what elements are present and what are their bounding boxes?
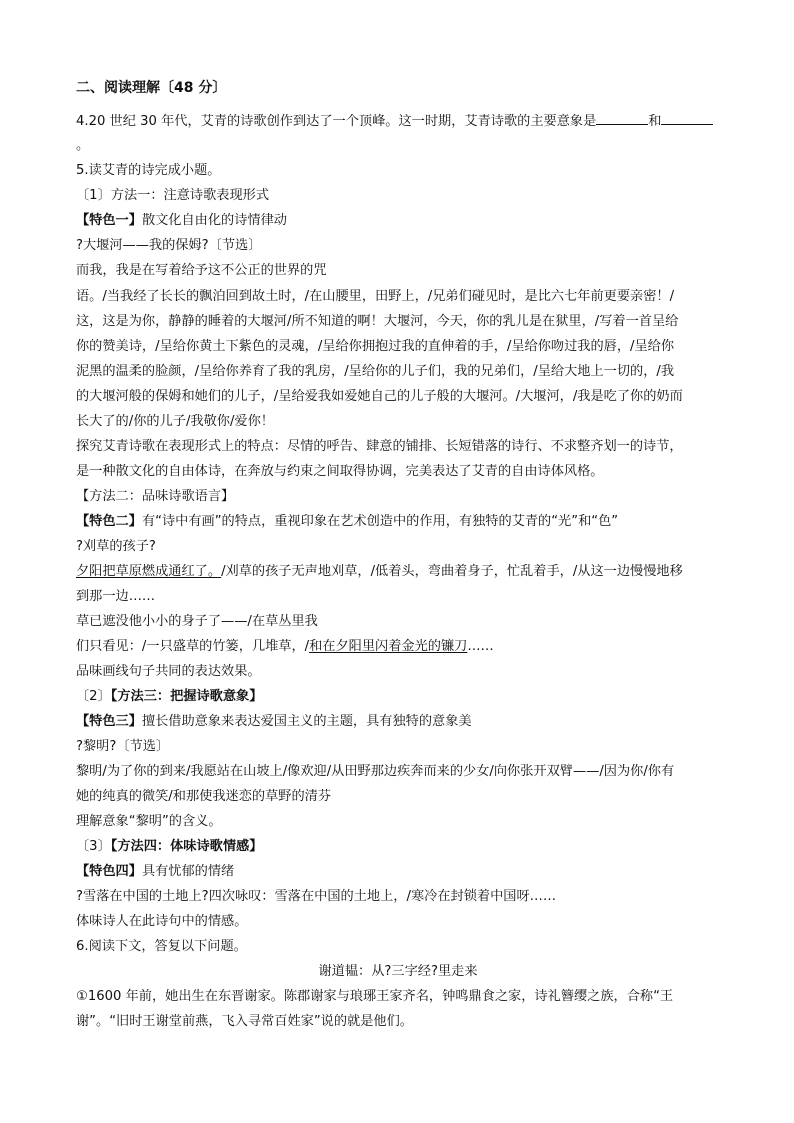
method-4-number: 〔3〕 <box>76 839 111 854</box>
article-paragraph-line: 谢”。“旧时王谢堂前燕，飞入寻常百姓家”说的就是他们。 <box>76 1014 413 1029</box>
article-title: 谢道韫：从?三字经?里走来 <box>318 964 478 979</box>
poem-3-title: ?黎明?〔节选〕 <box>76 739 170 754</box>
feature-3-label: 【特色三】 <box>76 714 142 729</box>
poem-2-line-end: …… <box>467 639 494 654</box>
poem-2-line: 草已遮没他小小的身子了——/在草丛里我 <box>76 614 318 629</box>
poem-4-line: ?雪落在中国的土地上?四次咏叹：雪落在中国的土地上，/寒冷在封锁着中国呀…… <box>76 889 557 904</box>
feature-1 <box>76 210 287 232</box>
poem-1-line: 泥黑的温柔的脸颜，/呈给你养育了我的乳房，/呈给你的儿子们，我的兄弟们，/呈给大地上一切的，/我 <box>76 364 675 379</box>
underlined-sentence-2: 和在夕阳里闪着金光的镰刀 <box>309 639 468 654</box>
feature-3 <box>76 711 472 733</box>
feature-4-label: 【特色四】 <box>76 864 142 879</box>
poem-2-line-rest: /刈草的孩子无声地刈草，/低着头，弯曲着身子，忙乱着手，/从这一边慢慢地移 <box>221 564 683 579</box>
task-2: 品味画线句子共同的表达效果。 <box>76 664 261 679</box>
answer-blank-1[interactable] <box>596 110 648 125</box>
question-4-and: 和 <box>648 114 662 129</box>
question-4-text: 4.20 世纪 30 年代，艾青的诗歌创作到达了一个顶峰。这一时期，艾青诗歌的主要意象是 <box>76 114 597 129</box>
answer-blank-2[interactable] <box>661 110 713 125</box>
task-4: 体味诗人在此诗句中的情感。 <box>76 914 248 929</box>
feature-2-text: 有“诗中有画”的特点，重视印象在艺术创造中的作用，有独特的艾青的“光”和“色” <box>141 514 619 529</box>
method-3-number: 〔2〕 <box>76 689 111 704</box>
poem-2-line <box>76 636 494 658</box>
question-6-intro: 6.阅读下文，答复以下问题。 <box>76 939 247 954</box>
method-4-label: 【方法四：体味诗歌情感】 <box>110 839 263 854</box>
poem-3-line: 黎明/为了你的到来/我愿站在山坡上/像欢迎/从田野那边疾奔而来的少女/向你张开双臂——/因为你/你有 <box>76 764 675 779</box>
article-paragraph-line: ①1600 年前，她出生在东晋谢家。陈郡谢家与琅琊王家齐名，钟鸣鼎食之家，诗礼簪缨之族，合称“王 <box>76 989 674 1004</box>
feature-4 <box>76 861 234 883</box>
method-3-label: 【方法三：把握诗歌意象】 <box>110 689 263 704</box>
poem-1-line: 语。/当我经了长长的飘泊回到故土时，/在山腰里，田野上，/兄弟们碰见时，是比六七年前更要亲密！/ <box>76 289 675 304</box>
poem-1-line: 你的赞美诗，/呈给你黄土下紫色的灵魂，/呈给你拥抱过我的直伸着的手，/呈给你吻过我的唇，/呈给你 <box>76 339 675 354</box>
poem-1-line: 的大堰河般的保姆和她们的儿子，/呈给爱我如爱她自己的儿子般的大堰河。/大堰河，/我是吃了你的奶而 <box>76 389 683 404</box>
feature-2-label: 【特色二】 <box>76 514 142 529</box>
poem-1-line: 这，这是为你，静静的睡着的大堰河/所不知道的啊！大堰河，今天，你的乳儿是在狱里，/写着一首呈给 <box>76 314 679 329</box>
question-4 <box>76 110 713 133</box>
question-5-intro: 5.读艾青的诗完成小题。 <box>76 163 221 178</box>
feature-1-text: 散文化自由化的诗情律动 <box>141 213 287 228</box>
poem-1-title: ?大堰河——我的保姆?〔节选〕 <box>76 238 262 253</box>
method-4 <box>76 836 262 858</box>
poem-1-line: 长大了的/你的儿子/我敬你/爱你！ <box>76 414 274 429</box>
task-3: 理解意象“黎明”的含义。 <box>76 814 222 829</box>
analysis-1-line: 探究艾青诗歌在表现形式上的特点：尽情的呼告、肆意的铺排、长短错落的诗行、不求整齐划一的诗节， <box>76 439 683 454</box>
poem-3-line: 她的纯真的微笑/和那使我迷恋的草野的清芬 <box>76 789 332 804</box>
underlined-sentence-1: 夕阳把草原燃成通红了。 <box>76 564 222 579</box>
feature-2 <box>76 511 618 533</box>
section-title: 二、阅读理解〔48 分〕 <box>76 80 227 96</box>
method-1: 〔1〕方法一：注意诗歌表现形式 <box>76 188 270 203</box>
method-3 <box>76 686 262 708</box>
question-4-end: 。 <box>76 138 90 153</box>
poem-2-line <box>76 561 683 583</box>
poem-1-line: 而我，我是在写着给予这不公正的世界的咒 <box>76 263 327 278</box>
feature-3-text: 擅长借助意象来表达爱国主义的主题，具有独特的意象美 <box>141 714 472 729</box>
analysis-1-line: 是一种散文化的自由体诗，在奔放与约束之间取得协调，完美表达了艾青的自由诗体风格。 <box>76 464 604 479</box>
method-2: 【方法二：品味诗歌语言】 <box>76 489 235 504</box>
poem-2-line-pre: 们只看见：/一只盛草的竹篓，几堆草，/ <box>76 639 310 654</box>
poem-2-line: 到那一边…… <box>76 589 156 604</box>
feature-1-label: 【特色一】 <box>76 213 142 228</box>
poem-2-title: ?刈草的孩子? <box>76 539 156 554</box>
feature-4-text: 具有忧郁的情绪 <box>141 864 235 879</box>
